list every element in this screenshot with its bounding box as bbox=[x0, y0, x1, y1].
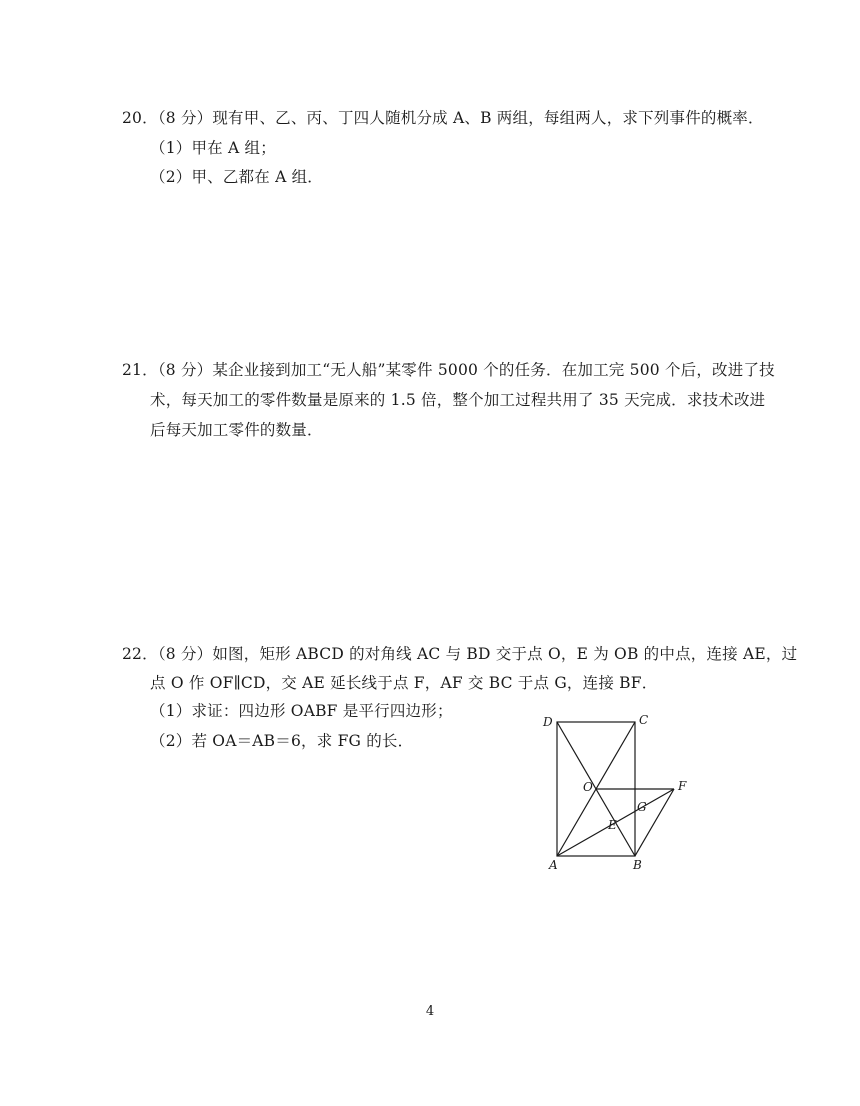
figure-svg bbox=[540, 710, 700, 870]
q21-line1: 21．（8 分）某企业接到加工“无人船”某零件 5000 个的任务．在加工完 500 个后，改进了技 bbox=[122, 361, 775, 379]
label-d: D bbox=[543, 715, 553, 729]
page-number: 4 bbox=[425, 1004, 435, 1019]
q21-line3: 后每天加工零件的数量． bbox=[150, 421, 323, 439]
label-g: G bbox=[637, 800, 647, 814]
label-o: O bbox=[583, 780, 593, 794]
label-b: B bbox=[633, 858, 642, 872]
rectangle-figure bbox=[540, 710, 700, 870]
label-e: E bbox=[608, 818, 617, 832]
q20-part1: （1）甲在 A 组； bbox=[150, 139, 276, 157]
q22-line1: 22．（8 分）如图，矩形 ABCD 的对角线 AC 与 BD 交于点 O，E 为 OB 的中点，连接 AE，过 bbox=[122, 645, 798, 663]
q20-stem: 20．（8 分）现有甲、乙、丙、丁四人随机分成 A、B 两组，每组两人，求下列事件的概率． bbox=[122, 109, 764, 127]
q21-line2: 术，每天加工的零件数量是原来的 1.5 倍，整个加工过程共用了 35 天完成．求技术改进 bbox=[150, 391, 766, 409]
q22-part2: （2）若 OA＝AB＝6，求 FG 的长． bbox=[150, 732, 414, 750]
label-c: C bbox=[639, 713, 649, 727]
label-f: F bbox=[678, 779, 687, 793]
q20-part2: （2）甲、乙都在 A 组． bbox=[150, 168, 324, 186]
label-a: A bbox=[549, 858, 558, 872]
q22-part1: （1）求证：四边形 OABF 是平行四边形； bbox=[150, 702, 453, 720]
q22-line2: 点 O 作 OF∥CD，交 AE 延长线于点 F，AF 交 BC 于点 G，连接 BF． bbox=[150, 674, 658, 692]
